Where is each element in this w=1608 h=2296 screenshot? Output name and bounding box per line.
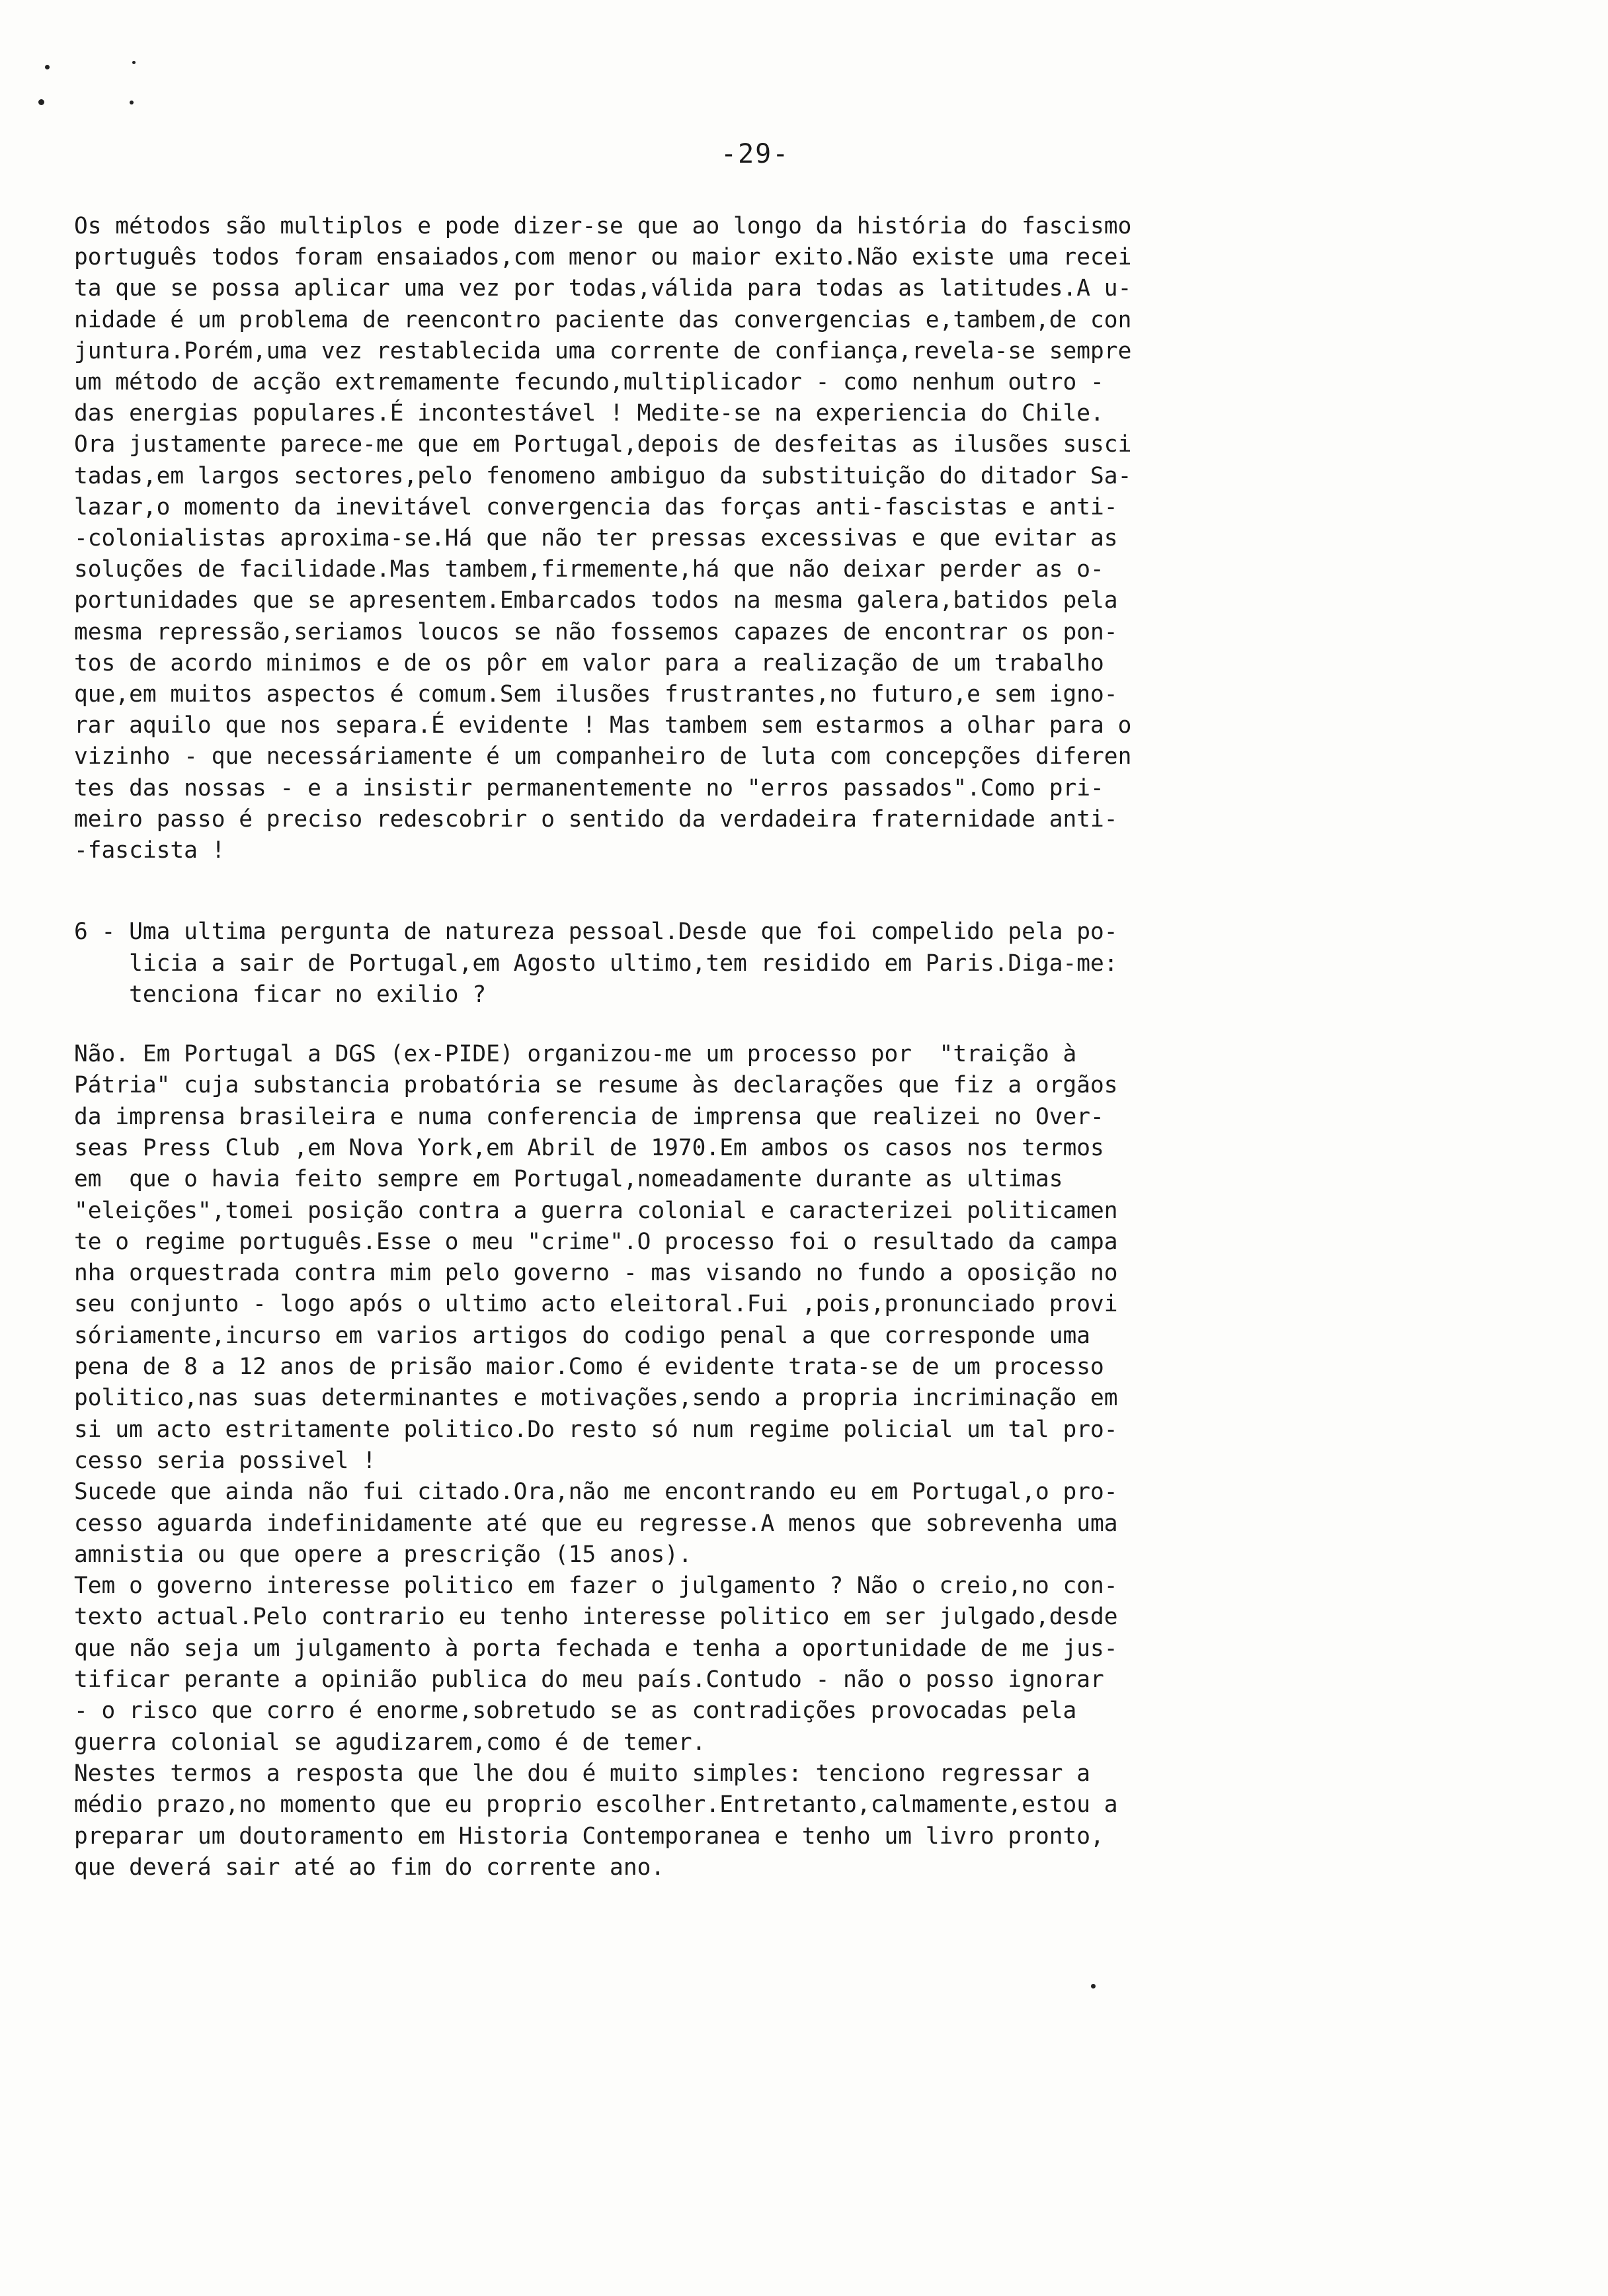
text-line: -fascista ! [74, 837, 225, 864]
text-line: tes das nossas - e a insistir permanentemente no "erros passados".Como pri- [74, 774, 1104, 801]
text-line: cesso seria possivel ! [74, 1447, 376, 1474]
text-line: nha orquestrada contra mim pelo governo - mas visando no fundo a oposição no [74, 1260, 1118, 1287]
scan-speck [1091, 1984, 1096, 1988]
text-line: que não seja um julgamento à porta fechada e tenha a oportunidade de me jus- [74, 1635, 1118, 1662]
text-line: seu conjunto - logo após o ultimo acto eleitoral.Fui ,pois,pronunciado provi [74, 1291, 1118, 1318]
text-line: cesso aguarda indefinidamente até que eu regresse.A menos que sobrevenha uma [74, 1510, 1118, 1537]
text-line: Pátria" cuja substancia probatória se resume às declarações que fiz a orgãos [74, 1072, 1118, 1099]
text-line: mesma repressão,seriamos loucos se não fossemos capazes de encontrar os pon- [74, 618, 1118, 645]
text-line: guerra colonial se agudizarem,como é de temer. [74, 1729, 706, 1756]
text-line: amnistia ou que opere a prescrição (15 anos). [74, 1541, 692, 1568]
text-line: tos de acordo minimos e de os pôr em valor para a realização de um trabalho [74, 649, 1104, 676]
page-number: -29- [721, 139, 790, 169]
text-line: sóriamente,incurso em varios artigos do codigo penal a que corresponde uma [74, 1322, 1091, 1349]
scan-speck [132, 61, 136, 64]
text-line: tadas,em largos sectores,pelo fenomeno ambiguo da substituição do ditador Sa- [74, 462, 1132, 489]
text-line: nidade é um problema de reencontro paciente das convergencias e,tambem,de con [74, 306, 1132, 333]
scan-speck [130, 101, 134, 104]
text-line: si um acto estritamente politico.Do resto só num regime policial um tal pro- [74, 1416, 1118, 1443]
text-line: -colonialistas aproxima-se.Há que não ter pressas excessivas e que evitar as [74, 525, 1118, 552]
text-line: que,em muitos aspectos é comum.Sem ilusões frustrantes,no futuro,e sem igno- [74, 681, 1118, 708]
text-line: em que o havia feito sempre em Portugal,nomeadamente durante as ultimas [74, 1166, 1063, 1193]
text-line: um método de acção extremamente fecundo,multiplicador - como nenhum outro - [74, 369, 1104, 395]
text-line: pena de 8 a 12 anos de prisão maior.Como é evidente trata-se de um processo [74, 1354, 1104, 1380]
text-line: texto actual.Pelo contrario eu tenho interesse politico em ser julgado,desde [74, 1604, 1118, 1631]
text-line: tenciona ficar no exilio ? [74, 981, 487, 1008]
text-line: seas Press Club ,em Nova York,em Abril de 1970.Em ambos os casos nos termos [74, 1134, 1104, 1161]
text-line: Tem o governo interesse politico em fazer o julgamento ? Não o creio,no con- [74, 1573, 1118, 1600]
text-line: das energias populares.É incontestável ! Medite-se na experiencia do Chile. [74, 400, 1104, 427]
text-line: politico,nas suas determinantes e motivações,sendo a propria incriminação em [74, 1385, 1118, 1412]
text-line: - o risco que corro é enorme,sobretudo se as contradições provocadas pela [74, 1698, 1077, 1725]
scan-speck [38, 99, 44, 105]
scan-speck [45, 65, 50, 69]
text-line: Nestes termos a resposta que lhe dou é muito simples: tenciono regressar a [74, 1760, 1091, 1787]
text-line: juntura.Porém,uma vez restablecida uma corrente de confiança,revela-se sempre [74, 337, 1132, 364]
text-line: rar aquilo que nos separa.É evidente ! Mas tambem sem estarmos a olhar para o [74, 712, 1132, 739]
text-line: soluções de facilidade.Mas tambem,firmemente,há que não deixar perder as o- [74, 556, 1104, 583]
text-line: ta que se possa aplicar uma vez por todas,válida para todas as latitudes.A u- [74, 275, 1132, 302]
text-line: português todos foram ensaiados,com menor ou maior exito.Não existe uma recei [74, 244, 1132, 271]
text-line: da imprensa brasileira e numa conferencia de imprensa que realizei no Over- [74, 1103, 1104, 1130]
text-line: 6 - Uma ultima pergunta de natureza pessoal.Desde que foi compelido pela po- [74, 919, 1118, 945]
text-line: lazar,o momento da inevitável convergencia das forças anti-fascistas e anti- [74, 493, 1118, 520]
text-line: Os métodos são multiplos e pode dizer-se que ao longo da história do fascismo [74, 213, 1132, 239]
text-line: que deverá sair até ao fim do corrente ano. [74, 1854, 665, 1881]
text-line: Não. Em Portugal a DGS (ex-PIDE) organizou-me um processo por "traição à [74, 1041, 1077, 1067]
text-line: tificar perante a opinião publica do meu país.Contudo - não o posso ignorar [74, 1666, 1104, 1693]
text-line: licia a sair de Portugal,em Agosto ultimo,tem residido em Paris.Diga-me: [74, 950, 1118, 977]
text-line: vizinho - que necessáriamente é um companheiro de luta com concepções diferen [74, 743, 1132, 770]
text-line: Sucede que ainda não fui citado.Ora,não me encontrando eu em Portugal,o pro- [74, 1479, 1118, 1506]
text-line: portunidades que se apresentem.Embarcados todos na mesma galera,batidos pela [74, 587, 1118, 614]
text-line: Ora justamente parece-me que em Portugal,depois de desfeitas as ilusões susci [74, 431, 1132, 458]
text-line: médio prazo,no momento que eu proprio escolher.Entretanto,calmamente,estou a [74, 1791, 1118, 1819]
text-line: meiro passo é preciso redescobrir o sentido da verdadeira fraternidade anti- [74, 805, 1118, 833]
text-line: "eleições",tomei posição contra a guerra colonial e caracterizei politicamen [74, 1197, 1118, 1224]
text-line: te o regime português.Esse o meu "crime".O processo foi o resultado da campa [74, 1228, 1118, 1255]
text-line: preparar um doutoramento em Historia Contemporanea e tenho um livro pronto, [74, 1823, 1104, 1850]
